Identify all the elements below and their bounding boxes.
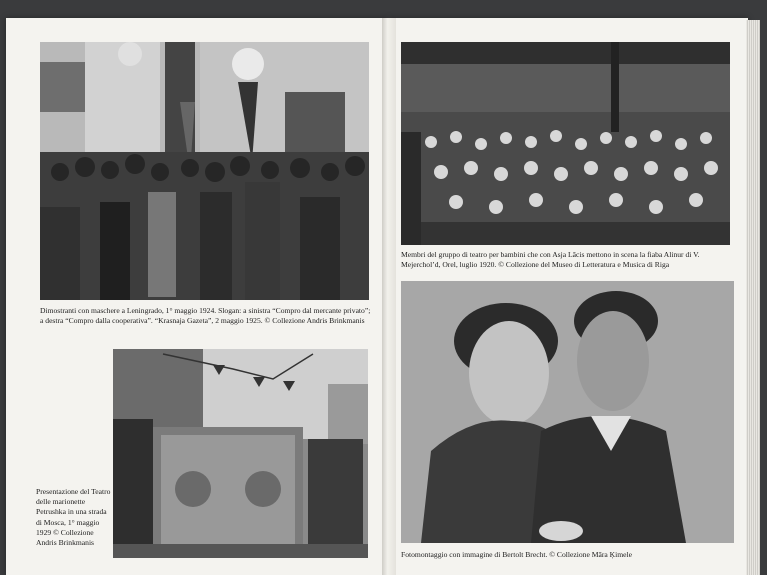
book-spine	[382, 18, 396, 575]
page-edges	[746, 20, 760, 575]
photo-theatre-group	[401, 42, 730, 245]
photo-petrushka-theatre	[113, 349, 368, 558]
photo-brecht-photomontage	[401, 281, 734, 543]
photo-leningrad-demonstrators	[40, 42, 369, 300]
caption-theatre-group: Membri del gruppo di teatro per bambini che con Asja Lācis mettono in scena la fiaba Alinur di V. Mejerchol’d, Orel, luglio 1920. © Collezione del Museo di Letteratura e Musica di Riga	[401, 250, 700, 270]
caption-petrushka: Presentazione del Teatro delle marionette Petrushka in una strada di Mosca, 1° maggio 1929 © Collezione Andris Brinkmanis	[36, 487, 111, 548]
caption-photomontage: Fotomontaggio con immagine di Bertolt Brecht. © Collezione Māra Ķimele	[401, 550, 633, 559]
caption-leningrad: Dimostranti con maschere a Leningrado, 1° maggio 1924. Slogan: a sinistra “Compro dal mercante privato”; a destra “Compro dalla cooperativa”. “Krasnaja Gazeta”, 2 maggio 1925. © Collezione Andris Brinkmanis	[40, 306, 371, 326]
